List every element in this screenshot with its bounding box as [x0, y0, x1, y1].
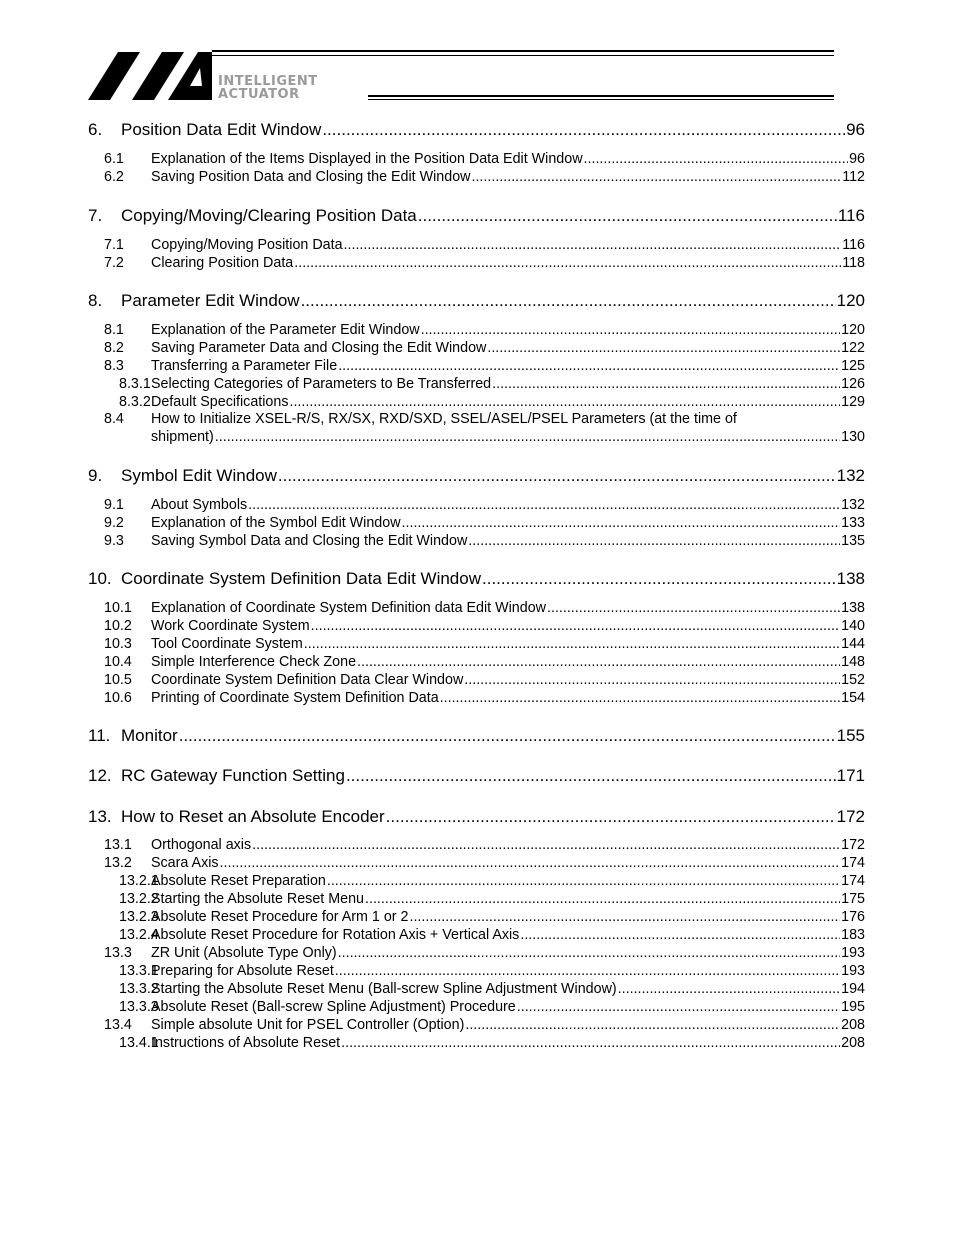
- toc-page-number: 208: [841, 1035, 865, 1051]
- toc-leader-dots: [386, 807, 836, 827]
- toc-page-number: 172: [836, 807, 865, 826]
- toc-page-number: 193: [841, 963, 865, 979]
- toc-title: Printing of Coordinate System Definition Data: [151, 690, 439, 706]
- brand-name-line1: INTELLIGENT: [218, 74, 318, 89]
- toc-page-number: 194: [841, 981, 865, 997]
- toc-section[interactable]: [104, 515, 865, 533]
- toc-subsection[interactable]: [119, 909, 865, 927]
- toc-page-number: 171: [836, 766, 865, 785]
- toc-leader-dots: [520, 927, 840, 943]
- toc-leader-dots: [584, 151, 849, 167]
- toc-number: 13.3.2: [119, 981, 159, 997]
- toc-page-number: 96: [849, 151, 865, 167]
- toc-number: 10.: [88, 569, 112, 588]
- toc-title: Coordinate System Definition Data Edit Window: [121, 569, 481, 588]
- toc-leader-dots: [357, 654, 840, 670]
- toc-leader-dots: [468, 533, 840, 549]
- toc-number: 8.3: [104, 358, 124, 374]
- toc-page-number: 138: [841, 600, 865, 616]
- toc-section[interactable]: [104, 340, 865, 358]
- toc-leader-dots: [440, 690, 840, 706]
- toc-page-number: 138: [836, 569, 865, 588]
- toc-leader-dots: [327, 873, 840, 889]
- toc-number: 13.3: [104, 945, 132, 961]
- toc-number: 7.1: [104, 237, 124, 253]
- toc-page-number: 125: [841, 358, 865, 374]
- page-header: [0, 0, 954, 110]
- toc-subsection[interactable]: [119, 999, 865, 1017]
- toc-title: Preparing for Absolute Reset: [151, 963, 334, 979]
- toc-chapter[interactable]: [88, 466, 865, 488]
- toc-leader-dots: [346, 766, 836, 786]
- toc-leader-dots: [465, 1017, 840, 1033]
- toc-title: Position Data Edit Window: [121, 120, 322, 139]
- toc-number: 10.6: [104, 690, 132, 706]
- toc-page-number: 154: [841, 690, 865, 706]
- toc-leader-dots: [517, 999, 840, 1015]
- toc-title: Explanation of the Symbol Edit Window: [151, 515, 401, 531]
- header-rule-bottom: [368, 95, 834, 97]
- toc-title: Absolute Reset Procedure for Arm 1 or 2: [151, 909, 409, 925]
- brand-name-line2: ACTUATOR: [218, 87, 300, 102]
- toc-number: 13.2.1: [119, 873, 159, 889]
- toc-page-number: 116: [842, 237, 865, 253]
- toc-section[interactable]: [104, 533, 865, 551]
- toc-page-number: 116: [837, 206, 865, 225]
- toc-page-number: 195: [841, 999, 865, 1015]
- toc-title: Starting the Absolute Reset Menu (Ball-screw Spline Adjustment Window): [151, 981, 617, 997]
- toc-title: Explanation of the Parameter Edit Window: [151, 322, 420, 338]
- toc-page-number: 193: [841, 945, 865, 961]
- toc-title: Tool Coordinate System: [151, 636, 303, 652]
- toc-subsection[interactable]: [119, 376, 865, 394]
- toc-chapter[interactable]: [88, 291, 865, 313]
- toc-section[interactable]: [104, 411, 865, 429]
- toc-subsection[interactable]: [119, 981, 865, 999]
- toc-page-number: 130: [841, 429, 865, 445]
- toc-leader-dots: [418, 206, 837, 226]
- toc-title: Explanation of Coordinate System Definition data Edit Window: [151, 600, 546, 616]
- toc-number: 13.2.2: [119, 891, 159, 907]
- toc-section[interactable]: [104, 672, 865, 690]
- toc-leader-dots: [492, 376, 840, 392]
- toc-title: Absolute Reset Preparation: [151, 873, 326, 889]
- toc-title: Scara Axis: [151, 855, 219, 871]
- toc-leader-dots: [402, 515, 841, 531]
- toc-title: Monitor: [121, 726, 178, 745]
- toc-page-number: 172: [841, 837, 865, 853]
- toc-page-number: 175: [841, 891, 865, 907]
- toc-section[interactable]: [104, 618, 865, 636]
- toc-title: Coordinate System Definition Data Clear Window: [151, 672, 464, 688]
- toc-title-continuation: shipment): [151, 429, 214, 445]
- toc-section[interactable]: [104, 945, 865, 963]
- toc-subsection[interactable]: [119, 394, 865, 412]
- toc-title: Simple absolute Unit for PSEL Controller (Option): [151, 1017, 465, 1033]
- toc-title: Explanation of the Items Displayed in the Position Data Edit Window: [151, 151, 583, 167]
- toc-title: RC Gateway Function Setting: [121, 766, 345, 785]
- toc-chapter[interactable]: [88, 120, 865, 142]
- toc-leader-dots: [464, 672, 840, 688]
- toc-page-number: 120: [841, 322, 865, 338]
- toc-leader-dots: [335, 963, 840, 979]
- toc-page-number: 126: [841, 376, 865, 392]
- toc-number: 9.1: [104, 497, 124, 513]
- toc-page-number: 144: [841, 636, 865, 652]
- toc-number: 10.4: [104, 654, 132, 670]
- toc-page-number: 174: [841, 873, 865, 889]
- toc-title: Clearing Position Data: [151, 255, 294, 271]
- toc-chapter[interactable]: [88, 766, 865, 788]
- toc-leader-dots: [365, 891, 840, 907]
- toc-leader-dots: [487, 340, 840, 356]
- toc-section[interactable]: [104, 855, 865, 873]
- toc-subsection[interactable]: [119, 927, 865, 945]
- toc-number: 13.: [88, 807, 112, 826]
- toc-leader-dots: [322, 120, 845, 140]
- toc-leader-dots: [215, 429, 840, 445]
- toc-leader-dots: [289, 394, 840, 410]
- toc-subsection[interactable]: [119, 1035, 865, 1053]
- toc-page-number: 208: [841, 1017, 865, 1033]
- toc-title: Parameter Edit Window: [121, 291, 300, 310]
- toc-subsection[interactable]: [119, 873, 865, 891]
- toc-leader-dots: [252, 837, 840, 853]
- toc-number: 8.1: [104, 322, 124, 338]
- header-rule-top: [212, 50, 834, 52]
- toc-number: 7.2: [104, 255, 124, 271]
- toc-section[interactable]: [104, 690, 865, 708]
- toc-title: Saving Position Data and Closing the Edit Window: [151, 169, 471, 185]
- toc-page-number: 174: [841, 855, 865, 871]
- toc-number: 13.2.4: [119, 927, 159, 943]
- toc-leader-dots: [278, 466, 836, 486]
- toc-page-number: 132: [841, 497, 865, 513]
- toc-leader-dots: [304, 636, 840, 652]
- toc-title: Simple Interference Check Zone: [151, 654, 357, 670]
- toc-title: Work Coordinate System: [151, 618, 310, 634]
- toc-leader-dots: [248, 497, 840, 513]
- toc-page-number: 148: [841, 654, 865, 670]
- toc-title: Saving Symbol Data and Closing the Edit Window: [151, 533, 468, 549]
- toc-number: 13.4.1: [119, 1035, 159, 1051]
- toc-subsection[interactable]: [119, 891, 865, 909]
- toc-title: Default Specifications: [151, 394, 289, 410]
- toc-section[interactable]: [104, 654, 865, 672]
- toc-number: 9.3: [104, 533, 124, 549]
- toc-section[interactable]: [104, 600, 865, 618]
- toc-title: Absolute Reset (Ball-screw Spline Adjustment) Procedure: [151, 999, 516, 1015]
- toc-chapter[interactable]: [88, 726, 865, 748]
- toc-number: 13.3.3: [119, 999, 159, 1015]
- toc-section-continuation[interactable]: [151, 429, 865, 447]
- toc-leader-dots: [547, 600, 840, 616]
- toc-title: Starting the Absolute Reset Menu: [151, 891, 364, 907]
- toc-leader-dots: [294, 255, 841, 271]
- toc-number: 8.2: [104, 340, 124, 356]
- toc-leader-dots: [179, 726, 836, 746]
- toc-title: Selecting Categories of Parameters to Be Transferred: [151, 376, 492, 392]
- toc-page-number: 132: [836, 466, 865, 485]
- toc-number: 12.: [88, 766, 112, 785]
- toc-leader-dots: [409, 909, 840, 925]
- toc-leader-dots: [341, 1035, 840, 1051]
- toc-section[interactable]: [104, 237, 865, 255]
- toc-title: Absolute Reset Procedure for Rotation Axis + Vertical Axis: [151, 927, 520, 943]
- toc-title: Transferring a Parameter File: [151, 358, 338, 374]
- toc-title: How to Reset an Absolute Encoder: [121, 807, 385, 826]
- toc-leader-dots: [421, 322, 841, 338]
- toc-page-number: 120: [836, 291, 865, 310]
- toc-title: About Symbols: [151, 497, 248, 513]
- toc-page-number: 129: [841, 394, 865, 410]
- toc-page-number: 140: [841, 618, 865, 634]
- toc-section[interactable]: [104, 322, 865, 340]
- toc-number: 11.: [88, 726, 111, 745]
- header-rule-bottom-2: [368, 99, 834, 100]
- toc-number: 6.: [88, 120, 103, 139]
- toc-number: 10.5: [104, 672, 132, 688]
- toc-title: Saving Parameter Data and Closing the Edit Window: [151, 340, 487, 356]
- toc-number: 7.: [88, 206, 103, 225]
- toc-chapter[interactable]: [88, 206, 865, 228]
- toc-title: Copying/Moving Position Data: [151, 237, 343, 253]
- toc-number: 9.2: [104, 515, 124, 531]
- toc-chapter[interactable]: [88, 569, 865, 591]
- toc-section[interactable]: [104, 255, 865, 273]
- toc-leader-dots: [482, 569, 836, 589]
- toc-number: 13.2.3: [119, 909, 159, 925]
- toc-number: 6.1: [104, 151, 124, 167]
- toc-section[interactable]: [104, 169, 865, 187]
- toc-number: 8.3.2: [119, 394, 151, 410]
- toc-section[interactable]: [104, 636, 865, 654]
- toc-section[interactable]: [104, 837, 865, 855]
- toc-page-number: 155: [836, 726, 865, 745]
- toc-title: Orthogonal axis: [151, 837, 252, 853]
- toc-section[interactable]: [104, 497, 865, 515]
- toc-title: How to Initialize XSEL-R/S, RX/SX, RXD/SXD, SSEL/ASEL/PSEL Parameters (at the time of: [151, 411, 737, 427]
- toc-number: 10.3: [104, 636, 132, 652]
- toc-chapter[interactable]: [88, 807, 865, 829]
- toc-page-number: 152: [841, 672, 865, 688]
- toc-number: 13.3.1: [119, 963, 159, 979]
- toc-page-number: 133: [841, 515, 865, 531]
- toc-section[interactable]: [104, 358, 865, 376]
- toc-number: 8.4: [104, 411, 124, 427]
- toc-number: 13.2: [104, 855, 132, 871]
- toc-number: 10.2: [104, 618, 132, 634]
- toc-leader-dots: [311, 618, 840, 634]
- toc-leader-dots: [344, 237, 842, 253]
- toc-title: Copying/Moving/Clearing Position Data: [121, 206, 417, 225]
- toc-leader-dots: [471, 169, 841, 185]
- toc-number: 9.: [88, 466, 103, 485]
- toc-title: Symbol Edit Window: [121, 466, 277, 485]
- toc-leader-dots: [618, 981, 840, 997]
- toc-section[interactable]: [104, 151, 865, 169]
- toc-subsection[interactable]: [119, 963, 865, 981]
- toc-page-number: 118: [842, 255, 865, 271]
- toc-leader-dots: [220, 855, 841, 871]
- toc-page-number: 122: [841, 340, 865, 356]
- toc-page-number: 176: [841, 909, 865, 925]
- toc-number: 10.1: [104, 600, 132, 616]
- toc-leader-dots: [338, 945, 840, 961]
- toc-page-number: 112: [842, 169, 865, 185]
- toc-number: 13.1: [104, 837, 132, 853]
- toc-number: 8.3.1: [119, 376, 151, 392]
- toc-section[interactable]: [104, 1017, 865, 1035]
- toc-title: Instructions of Absolute Reset: [151, 1035, 341, 1051]
- toc-title: ZR Unit (Absolute Type Only): [151, 945, 337, 961]
- toc-number: 13.4: [104, 1017, 132, 1033]
- toc-number: 8.: [88, 291, 103, 310]
- toc-number: 6.2: [104, 169, 124, 185]
- toc-page-number: 96: [846, 120, 865, 139]
- header-rule-top-2: [212, 55, 834, 56]
- iai-logo-icon: [88, 48, 212, 100]
- toc-page-number: 135: [841, 533, 865, 549]
- toc-leader-dots: [338, 358, 840, 374]
- toc-page-number: 183: [841, 927, 865, 943]
- toc-leader-dots: [301, 291, 836, 311]
